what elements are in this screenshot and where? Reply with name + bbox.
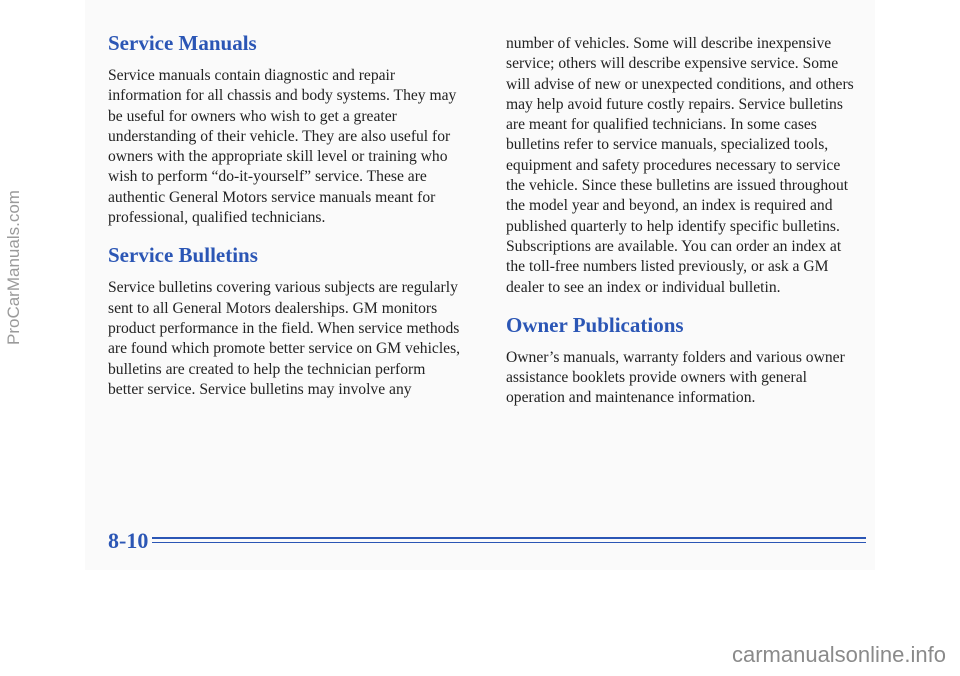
body-line: the model year and beyond, an index is required and — [506, 197, 833, 215]
body-line: wish to perform “do-it-yourself” service. These are — [108, 168, 427, 186]
body-line: service; others will describe expensive service. Some — [506, 55, 839, 73]
owner-publications-body — [506, 348, 866, 409]
body-line: professional, qualified technicians. — [108, 209, 326, 227]
body-line: product performance in the field. When service methods — [108, 319, 460, 337]
body-line: number of vehicles. Some will describe inexpensive — [506, 35, 832, 52]
body-line: Owner’s manuals, warranty folders and various owner — [506, 348, 845, 366]
page-number: 8-10 — [108, 528, 149, 553]
body-line: Subscriptions are available. You can order an index at — [506, 237, 842, 255]
left-column — [108, 30, 480, 414]
page-footer — [108, 528, 866, 558]
footer-rule — [152, 537, 866, 539]
body-line: are found which promote better service on GM vehicles, — [108, 340, 461, 358]
service-bulletins-continued-body — [506, 34, 866, 298]
side-watermark — [0, 95, 22, 355]
side-watermark-text: ProCarManuals.com — [4, 190, 23, 345]
body-line: the toll-free numbers listed previously, or ask a GM — [506, 258, 829, 276]
body-line: will advise of new or unexpected conditions, and others — [506, 75, 854, 93]
owner-publications-heading: Owner Publications — [506, 312, 684, 337]
body-line: equipment and safety procedures necessary to service — [506, 156, 841, 174]
body-line: Service bulletins covering various subjects are regularly — [108, 279, 458, 297]
body-line: may help avoid future costly repairs. Service bulletins — [506, 95, 843, 113]
body-line: sent to all General Motors dealerships. GM monitors — [108, 299, 438, 317]
service-bulletins-heading: Service Bulletins — [108, 243, 258, 268]
body-line: published quarterly to help identify specific bulletins. — [506, 217, 840, 235]
body-line: information for all chassis and body systems. They may — [108, 87, 457, 105]
service-bulletins-body — [108, 278, 480, 400]
body-line: bulletins are created to help the technician perform — [108, 360, 426, 378]
service-manuals-heading: Service Manuals — [108, 31, 257, 55]
body-line: understanding of their vehicle. They are also useful for — [108, 127, 451, 145]
body-line: operation and maintenance information. — [506, 389, 756, 407]
body-line: be useful for owners who wish to get a greater — [108, 107, 397, 125]
body-line: authentic General Motors service manuals meant for — [108, 188, 436, 206]
footer-rule-thin — [152, 542, 866, 543]
body-line: assistance booklets provide owners with general — [506, 369, 807, 387]
body-line: better service. Service bulletins may involve any — [108, 380, 412, 398]
body-line: bulletins refer to service manuals, specialized tools, — [506, 136, 829, 154]
bottom-watermark: carmanualsonline.info — [731, 642, 946, 667]
body-line: the vehicle. Since these bulletins are issued throughout — [506, 177, 849, 195]
right-column — [506, 34, 866, 423]
body-line: are meant for qualified technicians. In some cases — [506, 116, 817, 134]
body-line: owners with the appropriate skill level or training who — [108, 148, 448, 166]
service-manuals-body — [108, 66, 480, 228]
body-line: dealer to see an index or individual bulletin. — [506, 278, 781, 296]
body-line: Service manuals contain diagnostic and repair — [108, 67, 396, 84]
